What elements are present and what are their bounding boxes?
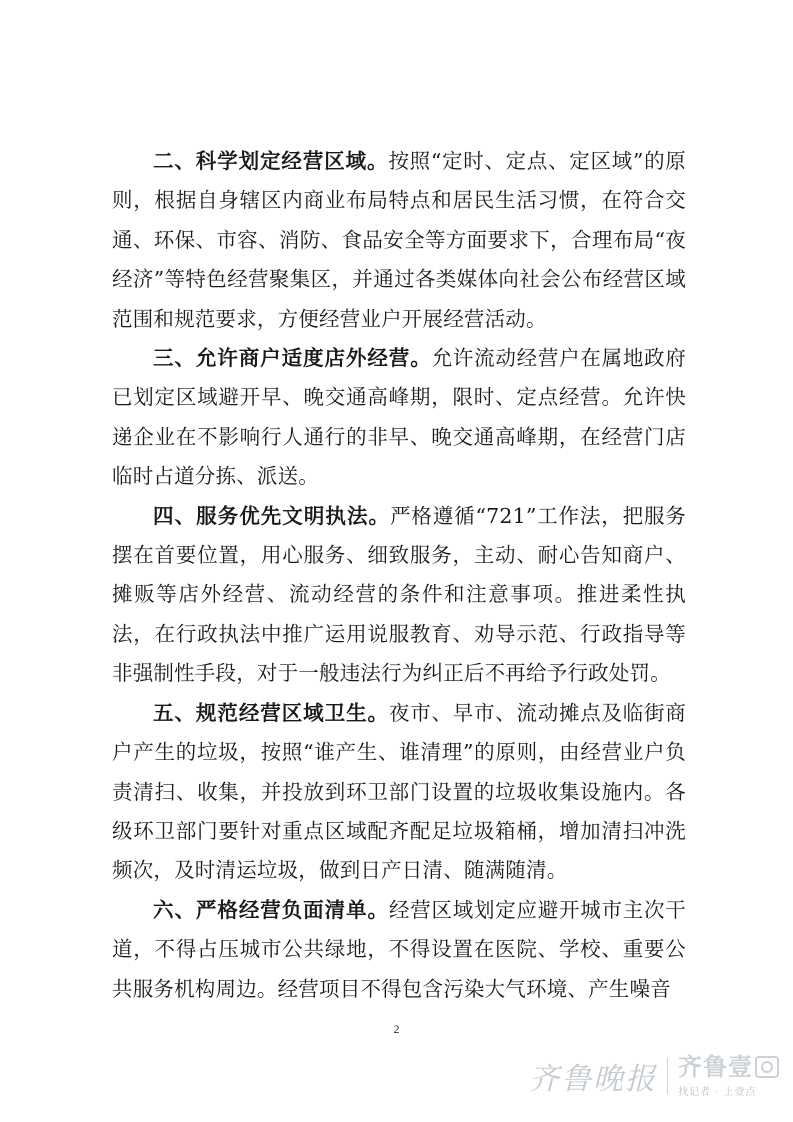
watermark-brand-text: 齐鲁壹	[678, 1053, 753, 1081]
page-number: 2	[393, 1022, 400, 1036]
paragraph-text: 允许流动经营户在属地政府已划定区域避开早、晚交通高峰期，限时、定点经营。允许快递企业在不影响行人通行的非早、晚交通高峰期，在经营门店临时占道分拣、派送。	[112, 346, 686, 489]
paragraph-text: 经营区域划定应避开城市主次干道，不得占压城市公共绿地，不得设置在医院、学校、重要公共服务机构周边。经营项目不得包含污染大气环境、产生噪音	[112, 897, 686, 1001]
paragraph-heading: 二、科学划定经营区域。	[153, 149, 389, 173]
paragraph-4	[112, 497, 686, 694]
paragraph-6	[112, 891, 686, 1009]
paragraph-3	[112, 339, 686, 497]
paragraph-text: 按照“定时、定点、定区域”的原则，根据自身辖区内商业布局特点和居民生活习惯，在符合交通、环保、市容、消防、食品安全等方面要求下，合理布局“夜经济”等特色经营聚集区，并通过各类媒体向社会公布经营区域范围和规范要求，方便经营业户开展经营活动。	[112, 149, 686, 331]
paragraph-heading: 三、允许商户适度店外经营。	[153, 346, 432, 371]
paragraph-text: 夜市、早市、流动摊点及临街商户产生的垃圾，按照“谁产生、谁清理”的原则，由经营业户负责清扫、收集，并投放到环卫部门设置的垃圾收集设施内。各级环卫部门要针对重点区域配齐配足垃圾箱桶，增加清扫冲洗频次，及时清运垃圾，做到日产日清、随满随清。	[112, 700, 686, 883]
paragraph-heading: 四、服务优先文明执法。	[153, 503, 391, 528]
paragraph-heading: 五、规范经营区域卫生。	[153, 700, 389, 725]
paragraph-2	[112, 142, 686, 339]
watermark-calligraphy: 齐鲁晚报	[529, 1062, 657, 1097]
watermark-brand	[678, 1054, 779, 1080]
watermark-brand-block	[678, 1054, 779, 1098]
paragraph-heading: 六、严格经营负面清单。	[153, 897, 389, 922]
paragraph-text: 严格遵循“721”工作法，把服务摆在首要位置，用心服务、细致服务，主动、耐心告知商户、摊贩等店外经营、流动经营的条件和注意事项。推进柔性执法，在行政执法中推广运用说服教育、劝导示范、行政指导等非强制性手段，对于一般违法行为纠正后不再给予行政处罚。	[112, 503, 686, 686]
paragraph-5	[112, 694, 686, 891]
watermark-logo	[529, 1054, 779, 1098]
watermark-divider	[667, 1058, 668, 1094]
watermark-point-icon	[755, 1056, 779, 1078]
watermark-slogan: 找记者 · 上壹点	[678, 1087, 757, 1098]
document-body	[112, 142, 686, 1009]
